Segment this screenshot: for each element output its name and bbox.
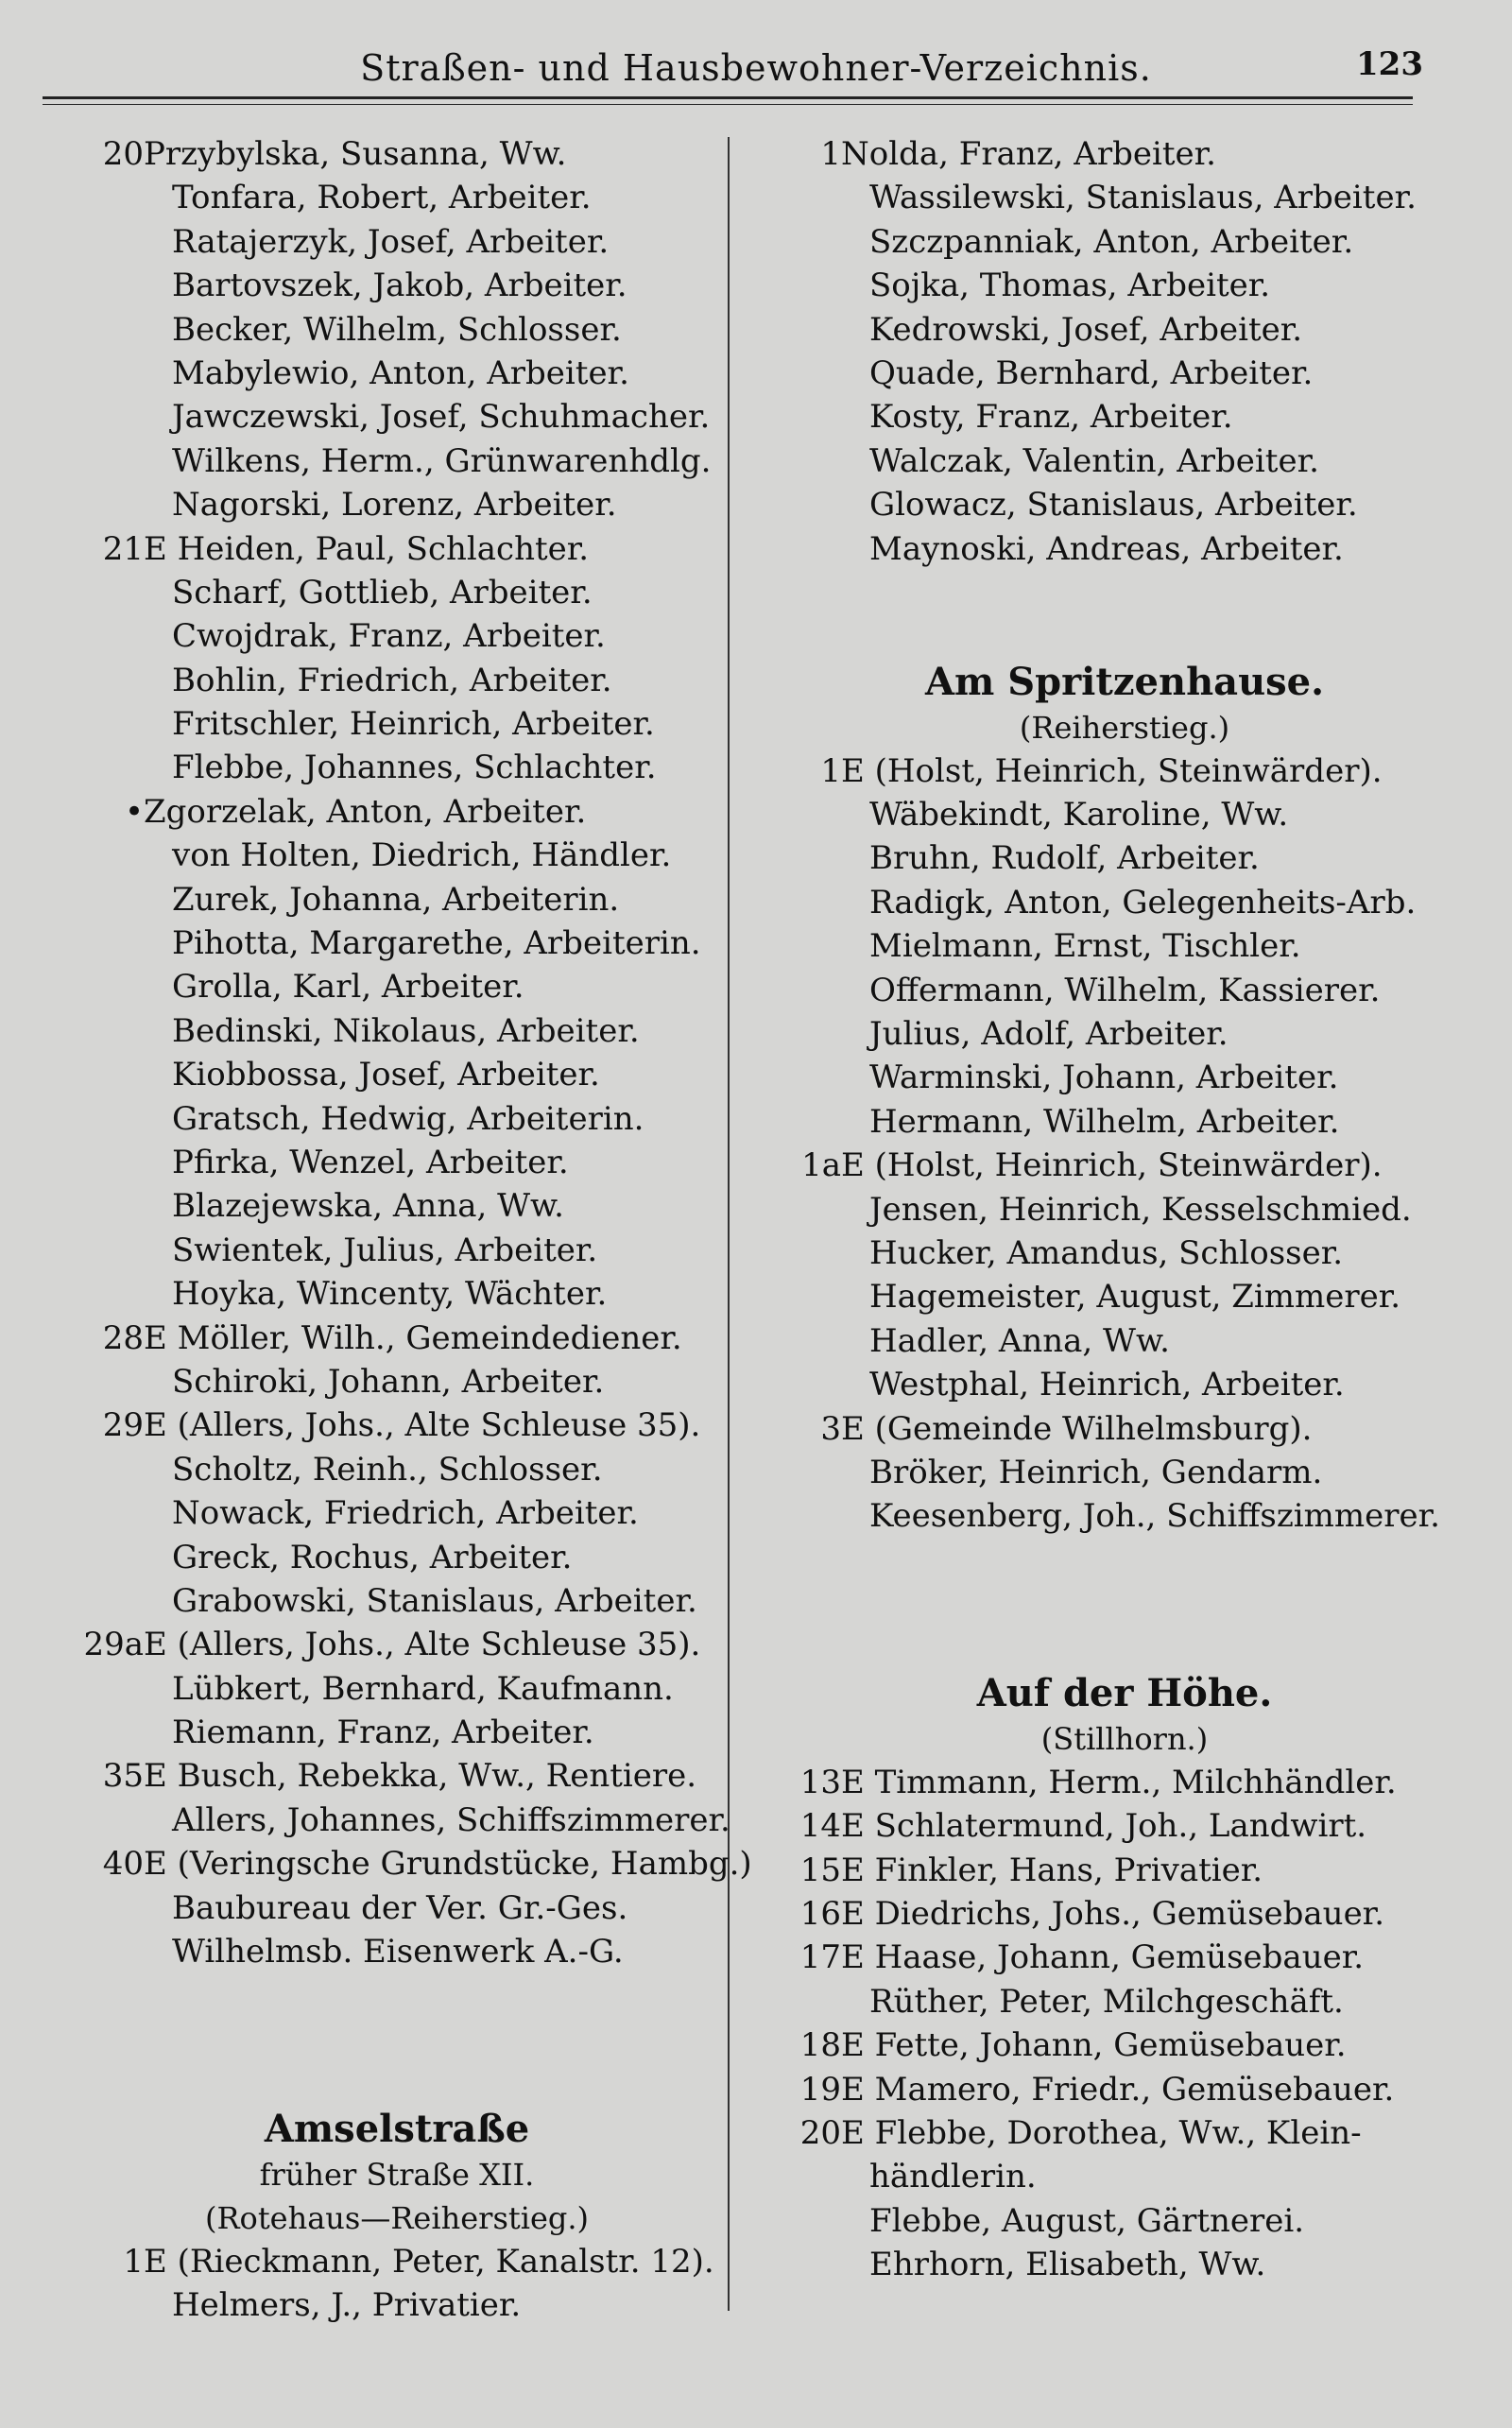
directory-entry <box>66 308 728 352</box>
resident-text: E (Gemeinde Wilhelmsburg). <box>841 1409 1313 1448</box>
directory-entry <box>775 1407 1474 1451</box>
directory-entry <box>66 746 728 789</box>
resident-text: Hermann, Wilhelm, Arbeiter. <box>869 1102 1340 1141</box>
house-number: 29 <box>102 1406 144 1445</box>
directory-entry <box>66 1491 728 1535</box>
directory-entry <box>775 1849 1474 1892</box>
resident-text: Gratsch, Hedwig, Arbeiterin. <box>172 1099 644 1138</box>
resident-text: Scharf, Gottlieb, Arbeiter. <box>172 573 593 611</box>
directory-entry <box>775 1936 1474 1979</box>
resident-text: Greck, Rochus, Arbeiter. <box>172 1538 573 1576</box>
directory-entry <box>775 749 1474 793</box>
directory-entry <box>66 1579 728 1623</box>
resident-text: Bartovszek, Jakob, Arbeiter. <box>172 267 627 305</box>
resident-text: Flebbe, Johannes, Schlachter. <box>172 749 657 787</box>
resident-text: Pfirka, Wenzel, Arbeiter. <box>172 1143 569 1181</box>
column-divider <box>728 137 730 2311</box>
resident-text: Grabowski, Stanislaus, Arbeiter. <box>172 1581 697 1620</box>
directory-entry <box>775 2243 1474 2286</box>
house-number: 28 <box>102 1318 144 1357</box>
directory-entry <box>66 965 728 1008</box>
directory-entry <box>66 395 728 439</box>
resident-text: Hadler, Anna, Ww. <box>869 1321 1170 1360</box>
resident-text: E Haase, Johann, Gemüsebauer. <box>841 1938 1365 1977</box>
directory-entry <box>66 132 728 176</box>
directory-entry <box>66 1842 752 1886</box>
resident-text: Quade, Bernhard, Arbeiter. <box>869 353 1314 392</box>
directory-entry <box>66 1141 728 1184</box>
resident-text: Blazejewska, Anna, Ww. <box>172 1187 564 1226</box>
directory-entry <box>66 1711 728 1754</box>
directory-entry <box>775 395 1474 439</box>
resident-text: Maynoski, Andreas, Arbeiter. <box>869 529 1344 568</box>
directory-entry <box>775 2155 1474 2198</box>
directory-entry <box>66 1403 728 1447</box>
resident-text: E Flebbe, Dorothea, Ww., Klein- <box>841 2114 1362 2153</box>
directory-entry <box>66 527 728 571</box>
directory-entry <box>775 527 1474 571</box>
amselstrasse-entries <box>66 2240 728 2328</box>
house-number: 20 <box>102 135 144 173</box>
resident-text: Grolla, Karl, Arbeiter. <box>172 968 524 1007</box>
resident-text: E Heiden, Paul, Schlachter. <box>144 529 590 568</box>
directory-entry <box>775 2111 1474 2155</box>
resident-text: Becker, Wilhelm, Schlosser. <box>172 310 622 349</box>
resident-text: Pihotta, Margarethe, Arbeiterin. <box>172 924 701 963</box>
resident-text: E Möller, Wilh., Gemeindediener. <box>144 1318 682 1357</box>
resident-text: E (Allers, Johs., Alte Schleuse 35). <box>144 1406 701 1445</box>
directory-entry <box>66 1667 728 1711</box>
resident-text: Szczpanniak, Anton, Arbeiter. <box>869 222 1354 261</box>
directory-entry <box>775 1012 1474 1056</box>
directory-entry <box>66 1886 728 1930</box>
resident-text: Hoyka, Wincenty, Wächter. <box>172 1275 608 1314</box>
directory-entry <box>66 1799 728 1842</box>
resident-text: Wilkens, Herm., Grünwarenhdlg. <box>172 441 712 480</box>
resident-text: E (Rieckmann, Peter, Kanalstr. 12). <box>144 2242 714 2281</box>
directory-entry <box>775 2199 1474 2243</box>
directory-entry <box>775 2068 1474 2111</box>
resident-text: Lübkert, Bernhard, Kaufmann. <box>172 1669 674 1708</box>
resident-text: Scholtz, Reinh., Schlosser. <box>172 1450 603 1489</box>
directory-entry <box>775 1319 1474 1363</box>
house-number: 17 <box>799 1938 841 1977</box>
directory-entry <box>66 878 728 921</box>
resident-text: Flebbe, August, Gärtnerei. <box>869 2201 1305 2240</box>
directory-entry <box>66 439 728 483</box>
resident-text: Helmers, J., Privatier. <box>172 2285 522 2324</box>
directory-entry <box>775 1804 1474 1848</box>
am-spritzenhause-entries <box>775 749 1474 1539</box>
resident-text: händlerin. <box>869 2158 1037 2196</box>
directory-entry <box>775 1761 1474 1804</box>
directory-entry <box>66 1097 728 1141</box>
resident-text: Rüther, Peter, Milchgeschäft. <box>869 1982 1344 2021</box>
resident-text: Nolda, Franz, Arbeiter. <box>841 135 1216 173</box>
right-column <box>775 132 1474 2287</box>
directory-entry <box>66 1360 728 1403</box>
resident-text: Hagemeister, August, Zimmerer. <box>869 1278 1401 1317</box>
resident-text: Sojka, Thomas, Arbeiter. <box>869 267 1271 305</box>
resident-text: Warminski, Johann, Arbeiter. <box>869 1059 1339 1097</box>
resident-text: Przybylska, Susanna, Ww. <box>144 135 567 173</box>
spacer <box>66 2061 728 2105</box>
directory-entry <box>775 176 1474 219</box>
directory-entry <box>66 702 728 746</box>
directory-entry <box>775 352 1474 395</box>
directory-entry <box>66 1536 728 1579</box>
section-range-amselstrasse: (Rotehaus—Reiherstieg.) <box>204 2199 590 2236</box>
spacer <box>775 614 1474 658</box>
resident-text: Keesenberg, Joh., Schiffszimmerer. <box>869 1497 1440 1536</box>
resident-text: Mabylewio, Anton, Arbeiter. <box>172 353 629 392</box>
page-header-title: Straßen- und Hausbewohner-Verzeichnis. <box>360 47 1152 89</box>
directory-entry <box>775 924 1474 968</box>
resident-text: Riemann, Franz, Arbeiter. <box>172 1713 594 1752</box>
directory-entry <box>775 220 1474 264</box>
section-note-amselstrasse: früher Straße XII. <box>259 2156 535 2193</box>
directory-entry <box>775 132 1474 176</box>
directory-entry <box>66 1448 728 1491</box>
directory-entry <box>66 2240 728 2283</box>
resident-text: Fritschler, Heinrich, Arbeiter. <box>172 705 655 744</box>
resident-text: E Fette, Johann, Gemüsebauer. <box>841 2026 1347 2065</box>
directory-entry <box>66 1930 728 1973</box>
house-number: 29a <box>83 1626 144 1664</box>
resident-text: Radigk, Anton, Gelegenheits-Arb. <box>869 883 1417 921</box>
resident-text: E Finkler, Hans, Privatier. <box>841 1851 1263 1889</box>
house-number: 13 <box>799 1763 841 1801</box>
resident-text: Walczak, Valentin, Arbeiter. <box>869 441 1319 480</box>
auf-der-hoehe-entries <box>775 1761 1474 2287</box>
house-number: 19 <box>799 2070 841 2109</box>
directory-entry <box>66 220 728 264</box>
section-range-auf-der-hoehe: (Stillhorn.) <box>1040 1720 1209 1757</box>
house-number: 40 <box>102 1845 144 1884</box>
spacer <box>66 2018 728 2061</box>
directory-entry <box>66 659 728 702</box>
directory-entry <box>775 1188 1474 1231</box>
resident-text: Zurek, Johanna, Arbeiterin. <box>172 880 620 919</box>
resident-text: Hucker, Amandus, Schlosser. <box>869 1233 1344 1272</box>
resident-text: E (Holst, Heinrich, Steinwärder). <box>841 751 1383 790</box>
directory-entry <box>775 1231 1474 1275</box>
resident-text: E (Allers, Johs., Alte Schleuse 35). <box>144 1626 701 1664</box>
house-number: 1 <box>820 135 841 173</box>
directory-entry <box>775 1144 1474 1187</box>
resident-text: Mielmann, Ernst, Tischler. <box>869 927 1301 966</box>
directory-entry <box>775 793 1474 836</box>
resident-text: E Busch, Rebekka, Ww., Rentiere. <box>144 1757 697 1796</box>
resident-text: Swientek, Julius, Arbeiter. <box>172 1231 598 1269</box>
resident-text: Nowack, Friedrich, Arbeiter. <box>172 1494 639 1533</box>
house-number: • <box>124 792 144 831</box>
directory-entry <box>775 1892 1474 1936</box>
directory-entry <box>66 352 728 395</box>
resident-text: Zgorzelak, Anton, Arbeiter. <box>144 792 587 831</box>
resident-text: Nagorski, Lorenz, Arbeiter. <box>172 486 617 525</box>
resident-text: Baubureau der Ver. Gr.-Ges. <box>172 1888 628 1927</box>
resident-text: Wassilewski, Stanislaus, Arbeiter. <box>869 179 1417 217</box>
house-number: 16 <box>799 1895 841 1934</box>
directory-entry <box>775 969 1474 1012</box>
section-range-am-spritzenhause: (Reiherstieg.) <box>1019 709 1230 746</box>
directory-entry <box>775 1100 1474 1144</box>
spacer <box>66 1973 728 2017</box>
resident-text: Kiobbossa, Josef, Arbeiter. <box>172 1056 600 1094</box>
directory-entry <box>775 881 1474 924</box>
spacer <box>775 571 1474 614</box>
house-number: 1a <box>801 1146 841 1185</box>
left-column <box>66 132 752 2327</box>
house-number: 3 <box>820 1409 841 1448</box>
right-entries <box>775 132 1474 571</box>
house-number: 1 <box>123 2242 144 2281</box>
resident-text: Jawczewski, Josef, Schuhmacher. <box>172 398 711 437</box>
resident-text: E Timmann, Herm., Milchhändler. <box>841 1763 1397 1801</box>
resident-text: E Mamero, Friedr., Gemüsebauer. <box>841 2070 1395 2109</box>
resident-text: E (Holst, Heinrich, Steinwärder). <box>841 1146 1383 1185</box>
directory-entry <box>66 1317 728 1360</box>
header-rule <box>43 96 1413 99</box>
page-number: 123 <box>1356 45 1423 83</box>
directory-entry <box>66 1184 728 1228</box>
resident-text: E Diedrichs, Johs., Gemüsebauer. <box>841 1895 1385 1934</box>
house-number: 35 <box>102 1757 144 1796</box>
spacer <box>775 1582 1474 1626</box>
resident-text: Westphal, Heinrich, Arbeiter. <box>869 1366 1345 1404</box>
directory-entry <box>775 483 1474 526</box>
directory-entry <box>66 790 728 834</box>
directory-entry <box>66 834 728 877</box>
house-number: 18 <box>799 2026 841 2065</box>
directory-entry <box>66 176 728 219</box>
resident-text: Julius, Adolf, Arbeiter. <box>869 1015 1228 1054</box>
resident-text: von Holten, Diedrich, Händler. <box>172 836 672 875</box>
resident-text: Wäbekindt, Karoline, Ww. <box>869 796 1289 835</box>
left-entries <box>66 132 752 1973</box>
directory-entry <box>66 1053 728 1096</box>
section-heading-auf-der-hoehe: Auf der Höhe. <box>976 1670 1273 1715</box>
resident-text: Bedinski, Nikolaus, Arbeiter. <box>172 1011 640 1050</box>
section-heading-am-spritzenhause: Am Spritzenhause. <box>924 659 1325 704</box>
resident-text: Cwojdrak, Franz, Arbeiter. <box>172 617 606 656</box>
directory-entry <box>66 1009 728 1053</box>
resident-text: Jensen, Heinrich, Kesselschmied. <box>869 1190 1412 1229</box>
resident-text: Tonfara, Robert, Arbeiter. <box>172 179 592 217</box>
directory-entry <box>66 614 728 658</box>
resident-text: Ratajerzyk, Josef, Arbeiter. <box>172 222 610 261</box>
section-heading-amselstrasse: Amselstraße <box>264 2106 530 2151</box>
resident-text: Bohlin, Friedrich, Arbeiter. <box>172 661 612 699</box>
directory-entry <box>775 2023 1474 2067</box>
resident-text: Offermann, Wilhelm, Kassierer. <box>869 971 1381 1009</box>
spacer <box>775 1539 1474 1582</box>
directory-entry <box>66 2283 728 2327</box>
directory-entry <box>775 1980 1474 2023</box>
house-number: 1 <box>820 751 841 790</box>
directory-entry <box>775 836 1474 880</box>
resident-text: E (Veringsche Grundstücke, Hambg.) <box>144 1845 752 1884</box>
directory-entry <box>66 1229 728 1272</box>
spacer <box>775 1627 1474 1670</box>
house-number: 14 <box>799 1807 841 1846</box>
directory-entry <box>66 571 728 614</box>
resident-text: Ehrhorn, Elisabeth, Ww. <box>869 2246 1266 2284</box>
resident-text: E Schlatermund, Joh., Landwirt. <box>841 1807 1367 1846</box>
directory-entry <box>775 264 1474 307</box>
resident-text: Wilhelmsb. Eisenwerk A.-G. <box>172 1933 624 1972</box>
directory-entry <box>775 1056 1474 1099</box>
resident-text: Bruhn, Rudolf, Arbeiter. <box>869 839 1260 878</box>
resident-text: Kedrowski, Josef, Arbeiter. <box>869 310 1303 349</box>
directory-entry <box>775 439 1474 483</box>
directory-entry <box>66 921 728 965</box>
resident-text: Glowacz, Stanislaus, Arbeiter. <box>869 486 1358 525</box>
directory-entry <box>66 264 728 307</box>
resident-text: Allers, Johannes, Schiffszimmerer. <box>172 1800 730 1839</box>
directory-entry <box>775 1363 1474 1406</box>
house-number: 20 <box>799 2114 841 2153</box>
directory-entry <box>775 1451 1474 1494</box>
directory-entry <box>66 483 728 526</box>
directory-entry <box>775 1275 1474 1318</box>
directory-entry <box>66 1754 728 1798</box>
house-number: 21 <box>102 529 144 568</box>
header-rule-thin <box>43 104 1413 105</box>
resident-text: Schiroki, Johann, Arbeiter. <box>172 1362 605 1401</box>
directory-entry <box>775 308 1474 352</box>
directory-entry <box>775 1494 1474 1538</box>
house-number: 15 <box>799 1851 841 1889</box>
resident-text: Bröker, Heinrich, Gendarm. <box>869 1453 1323 1491</box>
resident-text: Kosty, Franz, Arbeiter. <box>869 398 1233 437</box>
directory-entry <box>66 1623 728 1666</box>
directory-entry <box>66 1272 728 1316</box>
